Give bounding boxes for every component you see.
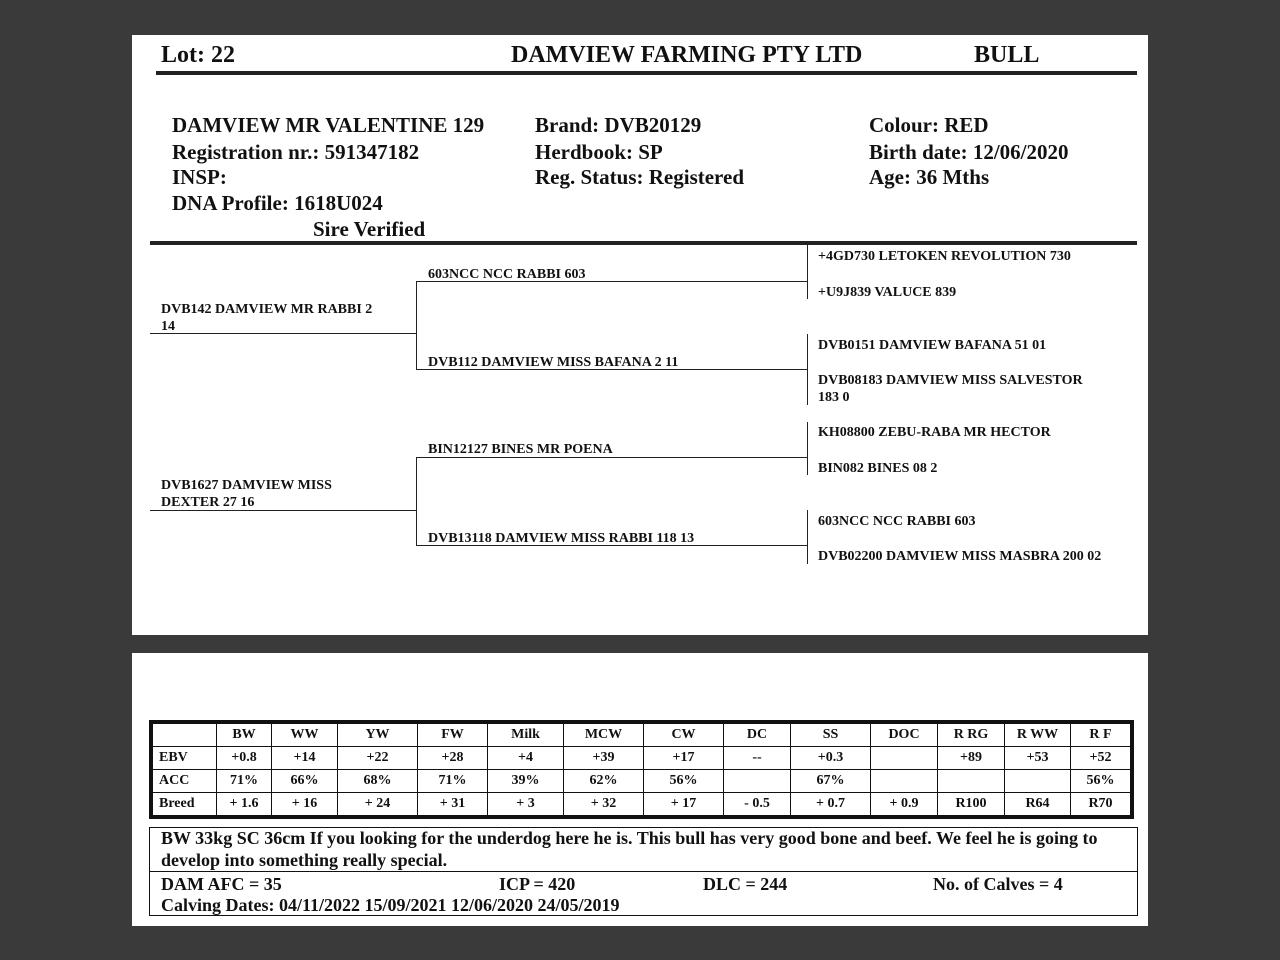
dam-bracket	[416, 457, 417, 546]
ebv-cell: +17	[644, 747, 724, 770]
calving-dates: Calving Dates: 04/11/2022 15/09/2021 12/06/2020 24/05/2019	[161, 895, 620, 915]
ebv-header-cell: R F	[1071, 724, 1131, 747]
ebv-row	[153, 770, 1131, 793]
pedigree-dam-sire: BIN12127 BINES MR POENA	[428, 442, 613, 457]
dam-afc: DAM AFC = 35	[161, 874, 282, 894]
ebv-cell: 56%	[644, 770, 724, 793]
age: Age: 36 Mths	[869, 165, 990, 189]
ebv-cell: + 0.7	[791, 793, 871, 816]
ebv-cell: + 1.6	[217, 793, 272, 816]
ebv-cell: +4	[488, 747, 564, 770]
ebv-header-row	[153, 724, 1131, 747]
ebv-cell: 66%	[272, 770, 338, 793]
ebv-header-cell: Milk	[488, 724, 564, 747]
ebv-header-cell: YW	[338, 724, 418, 747]
comment-text: BW 33kg SC 36cm If you looking for the underdog here he is. This bull has very good bone and beef. We feel he is going to develop into something really special.	[161, 828, 1098, 870]
colour: Colour: RED	[869, 113, 989, 137]
registration-number: Registration nr.: 591347182	[172, 140, 420, 164]
reg-status: Reg. Status: Registered	[535, 165, 744, 189]
ebv-cell: +0.8	[217, 747, 272, 770]
ebv-header-cell: SS	[791, 724, 871, 747]
ebv-table-frame	[149, 720, 1134, 819]
ebv-cell: +22	[338, 747, 418, 770]
ebv-cell	[871, 770, 938, 793]
catalogue-page-bottom	[132, 653, 1148, 926]
pedigree-ds-dam: BIN082 BINES 08 2	[818, 461, 938, 476]
ebv-cell: R70	[1071, 793, 1131, 816]
ebv-row-label: EBV	[153, 747, 217, 770]
ebv-cell: R100	[938, 793, 1005, 816]
dd-bracket	[807, 510, 808, 564]
ebv-header-cell: DOC	[871, 724, 938, 747]
ebv-cell: + 0.9	[871, 793, 938, 816]
pedigree-sire: DVB142 DAMVIEW MR RABBI 2 14	[161, 302, 373, 334]
ebv-cell: +53	[1005, 747, 1071, 770]
ebv-header-cell	[153, 724, 217, 747]
ebv-table	[152, 723, 1131, 816]
pedigree-ds-sire: KH08800 ZEBU-RABA MR HECTOR	[818, 425, 1051, 440]
ebv-header-cell: BW	[217, 724, 272, 747]
lot-number: Lot: 22	[161, 42, 235, 68]
ebv-cell: +39	[564, 747, 644, 770]
dlc: DLC = 244	[703, 874, 788, 894]
ebv-header-cell: CW	[644, 724, 724, 747]
farm-name: DAMVIEW FARMING PTY LTD	[511, 42, 863, 68]
herdbook: Herdbook: SP	[535, 140, 663, 164]
ebv-cell: 39%	[488, 770, 564, 793]
catalogue-page-top	[132, 35, 1148, 635]
pedigree-ss-sire: +4GD730 LETOKEN REVOLUTION 730	[818, 249, 1071, 264]
ebv-cell: + 3	[488, 793, 564, 816]
pedigree-rule	[150, 241, 1137, 245]
insp-label: INSP:	[172, 165, 227, 189]
ebv-cell: + 31	[418, 793, 488, 816]
animal-name: DAMVIEW MR VALENTINE 129	[172, 113, 485, 137]
pedigree-dd-dam: DVB02200 DAMVIEW MISS MASBRA 200 02	[818, 549, 1102, 564]
pedigree-sd-sire: DVB0151 DAMVIEW BAFANA 51 01	[818, 338, 1047, 353]
ebv-row-label: ACC	[153, 770, 217, 793]
ss-bracket	[807, 243, 808, 299]
ebv-header-cell: WW	[272, 724, 338, 747]
ebv-row	[153, 747, 1131, 770]
ds-bracket	[807, 422, 808, 475]
ebv-row	[153, 793, 1131, 816]
pedigree-sd-dam: DVB08183 DAMVIEW MISS SALVESTOR 183 0	[818, 373, 1083, 405]
ebv-header-cell: R RG	[938, 724, 1005, 747]
ebv-cell: 62%	[564, 770, 644, 793]
ebv-header-cell: MCW	[564, 724, 644, 747]
ebv-row-label: Breed	[153, 793, 217, 816]
ebv-cell: 56%	[1071, 770, 1131, 793]
birth-date: Birth date: 12/06/2020	[869, 140, 1069, 164]
ebv-cell: +14	[272, 747, 338, 770]
ebv-cell	[871, 747, 938, 770]
ebv-cell: + 16	[272, 793, 338, 816]
ebv-cell: 71%	[217, 770, 272, 793]
pedigree-dd-sire: 603NCC NCC RABBI 603	[818, 514, 976, 529]
brand: Brand: DVB20129	[535, 113, 702, 137]
ebv-header-cell: DC	[724, 724, 791, 747]
ebv-cell	[724, 770, 791, 793]
pedigree-ss-dam: +U9J839 VALUCE 839	[818, 285, 957, 300]
ebv-cell: + 24	[338, 793, 418, 816]
dna-profile: DNA Profile: 1618U024	[172, 191, 383, 215]
ebv-cell: 67%	[791, 770, 871, 793]
header-rule	[156, 71, 1137, 75]
ebv-cell: - 0.5	[724, 793, 791, 816]
pedigree-sire-dam: DVB112 DAMVIEW MISS BAFANA 2 11	[428, 355, 679, 370]
ebv-cell: +52	[1071, 747, 1131, 770]
sd-bracket	[807, 334, 808, 405]
ebv-cell: R64	[1005, 793, 1071, 816]
ebv-cell: +89	[938, 747, 1005, 770]
ebv-cell	[938, 770, 1005, 793]
ebv-header-cell: R WW	[1005, 724, 1071, 747]
ebv-cell: + 17	[644, 793, 724, 816]
sire-bracket	[416, 281, 417, 370]
number-of-calves: No. of Calves = 4	[933, 874, 1063, 894]
ebv-cell: --	[724, 747, 791, 770]
icp: ICP = 420	[499, 874, 576, 894]
ebv-cell: 71%	[418, 770, 488, 793]
ebv-header-cell: FW	[418, 724, 488, 747]
pedigree-sire-sire: 603NCC NCC RABBI 603	[428, 267, 586, 282]
pedigree-dam-dam: DVB13118 DAMVIEW MISS RABBI 118 13	[428, 531, 695, 546]
ebv-cell: +0.3	[791, 747, 871, 770]
ebv-cell: 68%	[338, 770, 418, 793]
animal-type: BULL	[974, 42, 1040, 68]
ebv-cell: +28	[418, 747, 488, 770]
ebv-cell	[1005, 770, 1071, 793]
pedigree-dam: DVB1627 DAMVIEW MISS DEXTER 27 16	[161, 478, 332, 510]
ebv-cell: + 32	[564, 793, 644, 816]
sire-verified: Sire Verified	[313, 217, 426, 241]
